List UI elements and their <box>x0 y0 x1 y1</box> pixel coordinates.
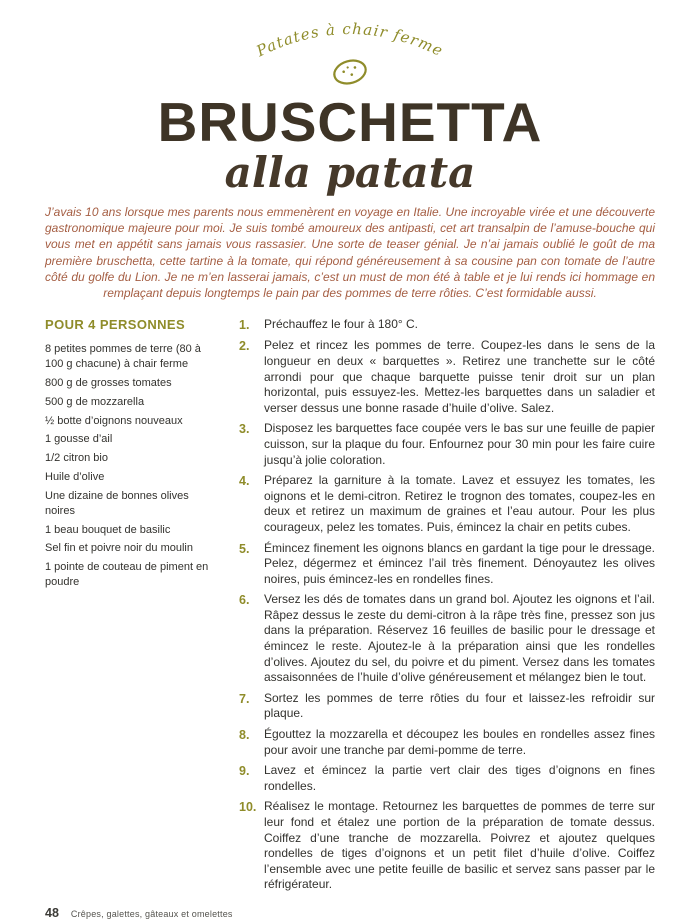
ingredient-item: Une dizaine de bonnes olives noires <box>45 489 189 517</box>
step-row <box>239 592 655 686</box>
step-row <box>239 317 655 333</box>
step-row <box>239 338 655 416</box>
step-number: 4. <box>239 474 250 489</box>
page-title: BRUSCHETTA <box>157 91 543 153</box>
ingredient-item: 1/2 citron bio <box>45 452 108 465</box>
step-number: 3. <box>239 422 250 437</box>
ingredient-item: 1 gousse d’ail <box>45 433 113 446</box>
step-text: Préparez la garniture à la tomate. Lavez et essuyez les tomates, les oignons et le demi-citron. Retirez le trognon des tomates, coupez-les en deux et retirez un maximum de graines et l’eau autour. Pour les plus courageux, pelez les tomates. Puis, émincez la chair en petits cubes. <box>264 473 655 534</box>
potato-icon <box>332 57 369 87</box>
step-text: Sortez les pommes de terre rôties du four et laissez-les refroidir sur plaque. <box>264 690 655 721</box>
ingredient-item: Sel fin et poivre noir du moulin <box>45 542 193 555</box>
ingredient-item: ½ botte d’oignons nouveaux <box>45 414 183 427</box>
category-badge <box>45 12 655 95</box>
badge-arc-text: Patates à chair ferme <box>253 19 447 61</box>
ingredient-item: 500 g de mozzarella <box>45 395 145 408</box>
step-row <box>239 799 655 893</box>
step-text: Pelez et rincez les pommes de terre. Coupez-les dans le sens de la longueur en deux « barquettes ». Retirez une tranchette sur le côté arrondi pour que chaque barquette puisse tenir droit sur un plan horizontal, puis essuyez-les. Mettez-les barquettes dans un saladier et verser dessus une bonne rasade d’huile d’olive. Salez. <box>264 338 655 415</box>
content-columns <box>45 317 655 898</box>
step-number: 6. <box>239 593 250 608</box>
ingredients-heading: POUR 4 PERSONNES <box>45 317 186 333</box>
step-number: 2. <box>239 339 250 354</box>
step-text: Préchauffez le four à 180° C. <box>264 317 419 332</box>
footer <box>45 898 655 920</box>
step-text: Émincez finement les oignons blancs en gardant la tige pour le dressage. Pelez, dégermez et émincez l’ail très finement. Dénoyautez les olives noires, puis émincez-les en rondelles fines. <box>264 540 655 586</box>
step-row <box>239 763 655 794</box>
page-number: 48 <box>45 905 59 920</box>
steps-list <box>239 317 655 898</box>
step-row <box>239 421 655 468</box>
ingredient-item: 8 petites pommes de terre (80 à 100 g chacune) à chair ferme <box>45 343 201 370</box>
step-text: Égouttez la mozzarella et découpez les boules en rondelles assez fines pour avoir une tranche par demi-pomme de terre. <box>264 727 655 757</box>
ingredient-item: 1 pointe de couteau de piment en poudre <box>45 561 209 589</box>
ingredients-list <box>45 342 219 590</box>
step-number: 9. <box>239 764 250 779</box>
step-number: 1. <box>239 318 250 333</box>
step-text: Lavez et émincez la partie vert clair des tiges d’oignons en fines rondelles. <box>264 763 655 793</box>
step-number: 10. <box>239 800 257 815</box>
step-row <box>239 473 655 535</box>
step-text: Versez les dés de tomates dans un grand bol. Ajoutez les oignons et l’ail. Râpez dessus le zeste du demi-citron à la râpe très fine, pressez son jus dans la préparation. Réservez 16 feuilles de basilic pour le dressage et émincez le reste. Ajoutez-le à la préparation ainsi que les rondelles d’olives. Ajoutez du sel, du poivre et du piment. Versez dans les tomates assaisonnées de l’huile d’olive généreusement et mélangez bien le tout. <box>264 592 655 685</box>
step-number: 8. <box>239 728 250 743</box>
ingredients-sidebar <box>45 317 219 594</box>
step-text: Réalisez le montage. Retournez les barquettes de pommes de terre sur leur fond et étalez une portion de la préparation de tomate dessus. Coiffez d’une tranche de mozzarella. Poivrez et ajoutez quelques rondelles de tiges d’oignons et un petit filet d’huile d’olive. Coiffez l’ensemble avec une petite feuille de basilic et servez sans passer par le réfrigérateur. <box>264 799 655 892</box>
footer-section-label: Crêpes, galettes, gâteaux et omelettes <box>70 908 233 919</box>
step-number: 5. <box>239 541 250 556</box>
step-row <box>239 727 655 758</box>
step-row <box>239 691 655 722</box>
step-row <box>239 541 655 588</box>
ingredient-item: 1 beau bouquet de basilic <box>45 523 171 536</box>
step-number: 7. <box>239 691 250 706</box>
intro-text: J’avais 10 ans lorsque mes parents nous emmenèrent en voyage en Italie. Une incroyable virée et une découverte gastronomique majeure pour moi. Je suis tombé amoureux des antipasti, cet art transalpin de l’amuse-bouche qui vous met en appétit sans jamais vous rassasier. Une sorte de teaser génial. Je n’ai jamais oublié le goût de ma première bruschetta, cette tartine à la tomate, qui répond généreusement à sa cousine pan con tomate de l’autre côté du golfe du Lion. Je ne m’en lasserai jamais, c’est un must de mon été à table et je lui rends ici hommage en remplaçant depuis longtemps le pain par des pommes de terre rôties. C’est formidable aussi. <box>45 205 655 300</box>
step-text: Disposez les barquettes face coupée vers le bas sur une feuille de papier cuisson, sur la plaque du four. Enfournez pour 30 min pour les faire cuire jusqu’à jolie coloration. <box>264 421 655 467</box>
ingredient-item: 800 g de grosses tomates <box>45 376 172 389</box>
page-subtitle: alla patata <box>224 148 476 197</box>
badge-arc <box>220 12 480 90</box>
ingredient-item: Huile d’olive <box>45 471 105 484</box>
